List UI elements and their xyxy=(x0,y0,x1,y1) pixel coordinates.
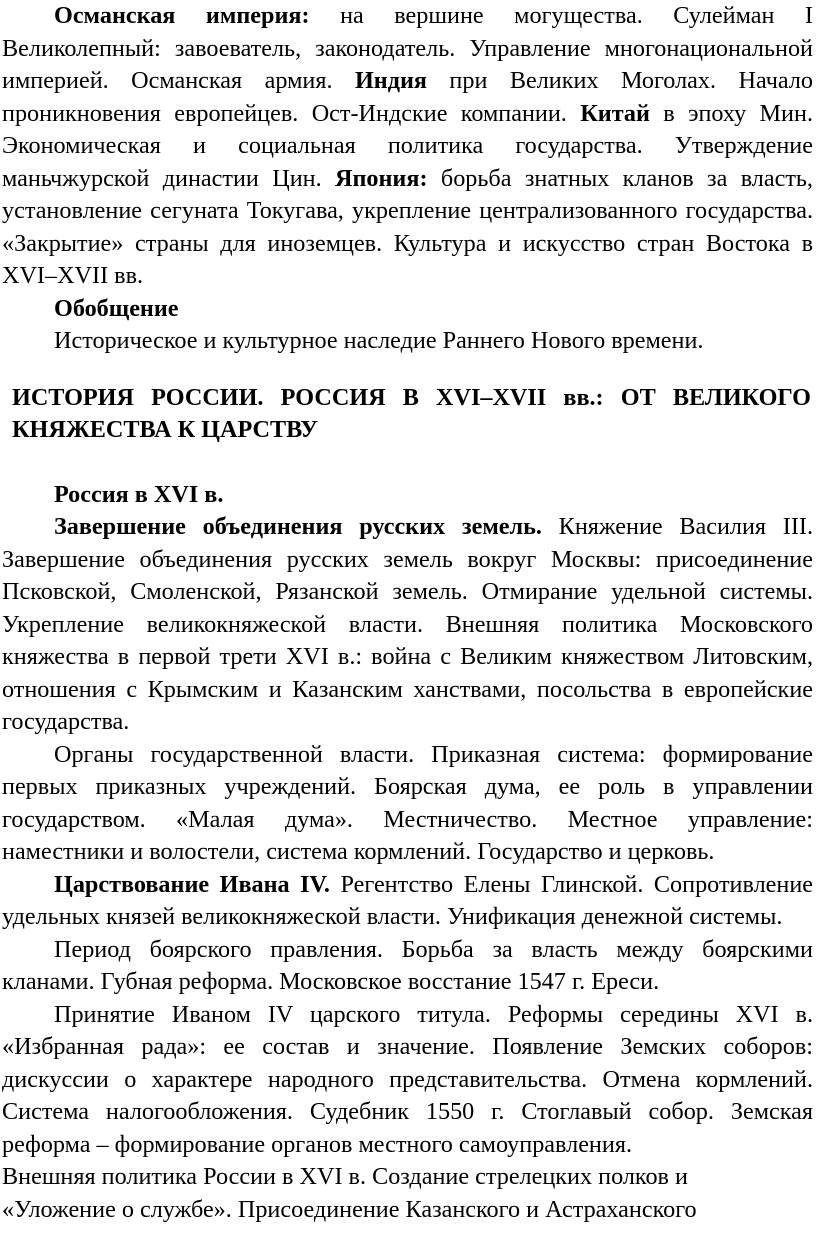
generalization-text: Историческое и культурное наследие Раннего Нового времени. xyxy=(54,327,704,354)
term-ottoman: Османская империя: xyxy=(54,2,310,29)
spacer xyxy=(2,447,813,479)
term-ivan-iv: Царствование Ивана IV. xyxy=(54,870,330,898)
text-india: при Великих Моголах. Начало проникновения европейцев. Ост-Индские компании. xyxy=(2,67,813,127)
paragraph-east xyxy=(2,0,813,293)
paragraph-unification xyxy=(2,511,813,739)
paragraph-government-bodies: Органы государственной власти. Приказная система: формирование первых приказных учреждений. Боярская дума, ее роль в управлении государством. «Малая дума». Местничество. Местное управление: наместники и волостели, система кормлений. Государство и церковь. xyxy=(2,740,813,865)
text-ivan-iv: Регентство Елены Глинской. Сопротивление удельных князей великокняжеской власти. Унификация денежной системы. xyxy=(2,870,814,930)
paragraph-foreign-policy-line1: Внешняя политика России в XVI в. Создание стрелецких полков и xyxy=(2,1163,688,1190)
generalization-title: Обобщение xyxy=(54,294,179,322)
paragraph-reforms: Принятие Иваном IV царского титула. Реформы середины XVI в. «Избранная рада»: ее состав и значение. Появление Земских соборов: дискуссии о характере народного представительства. Отмена кормлений. Система налогообложения. Судебник 1550 г. Стоглавый собор. Земская реформа – формирование органов местного самоуправления. xyxy=(2,1000,813,1158)
text-china: в эпоху Мин. Экономическая и социальная политика государства. Утверждение маньчжурской династии Цин. xyxy=(2,99,813,192)
subheading: Россия в XVI в. xyxy=(54,480,224,508)
term-india: Индия xyxy=(354,67,427,94)
term-unification: Завершение объединения русских земель. xyxy=(54,513,542,540)
paragraph-foreign-policy-line2: «Уложение о службе». Присоединение Казанского и Астраханского xyxy=(2,1195,697,1223)
paragraph-ivan-iv xyxy=(2,869,813,934)
text-unification: Княжение Василия III. Завершение объединения русских земель вокруг Москвы: присоединение Псковской, Смоленской, Рязанской земель. Отмирание удельной системы. Укрепление великокняжеской власти. Внешняя политика Московского княжества в первой трети XVI в.: война с Великим княжеством Литовским, отношения с Крымским и Казанским ханствами, посольства в европейские государства. xyxy=(2,513,813,735)
text-japan: борьба знатных кланов за власть, установление сегуната Токугава, укрепление централизованного государства. «Закрытие» страны для иноземцев. Культура и искусство стран Востока в XVI–XVII вв. xyxy=(2,164,813,289)
term-japan: Япония: xyxy=(335,164,428,192)
term-china: Китай xyxy=(580,99,650,127)
text-ottoman: на вершине могущества. Сулейман I Великолепный: завоеватель, законодатель. Управление многонациональной империей. Османская армия. xyxy=(2,2,813,94)
paragraph-boyar-rule: Период боярского правления. Борьба за власть между боярскими кланами. Губная реформа. Московское восстание 1547 г. Ереси. xyxy=(2,935,813,995)
section-heading: ИСТОРИЯ РОССИИ. РОССИЯ В XVI–XVII вв.: ОТ ВЕЛИКОГО КНЯЖЕСТВА К ЦАРСТВУ xyxy=(12,383,811,443)
